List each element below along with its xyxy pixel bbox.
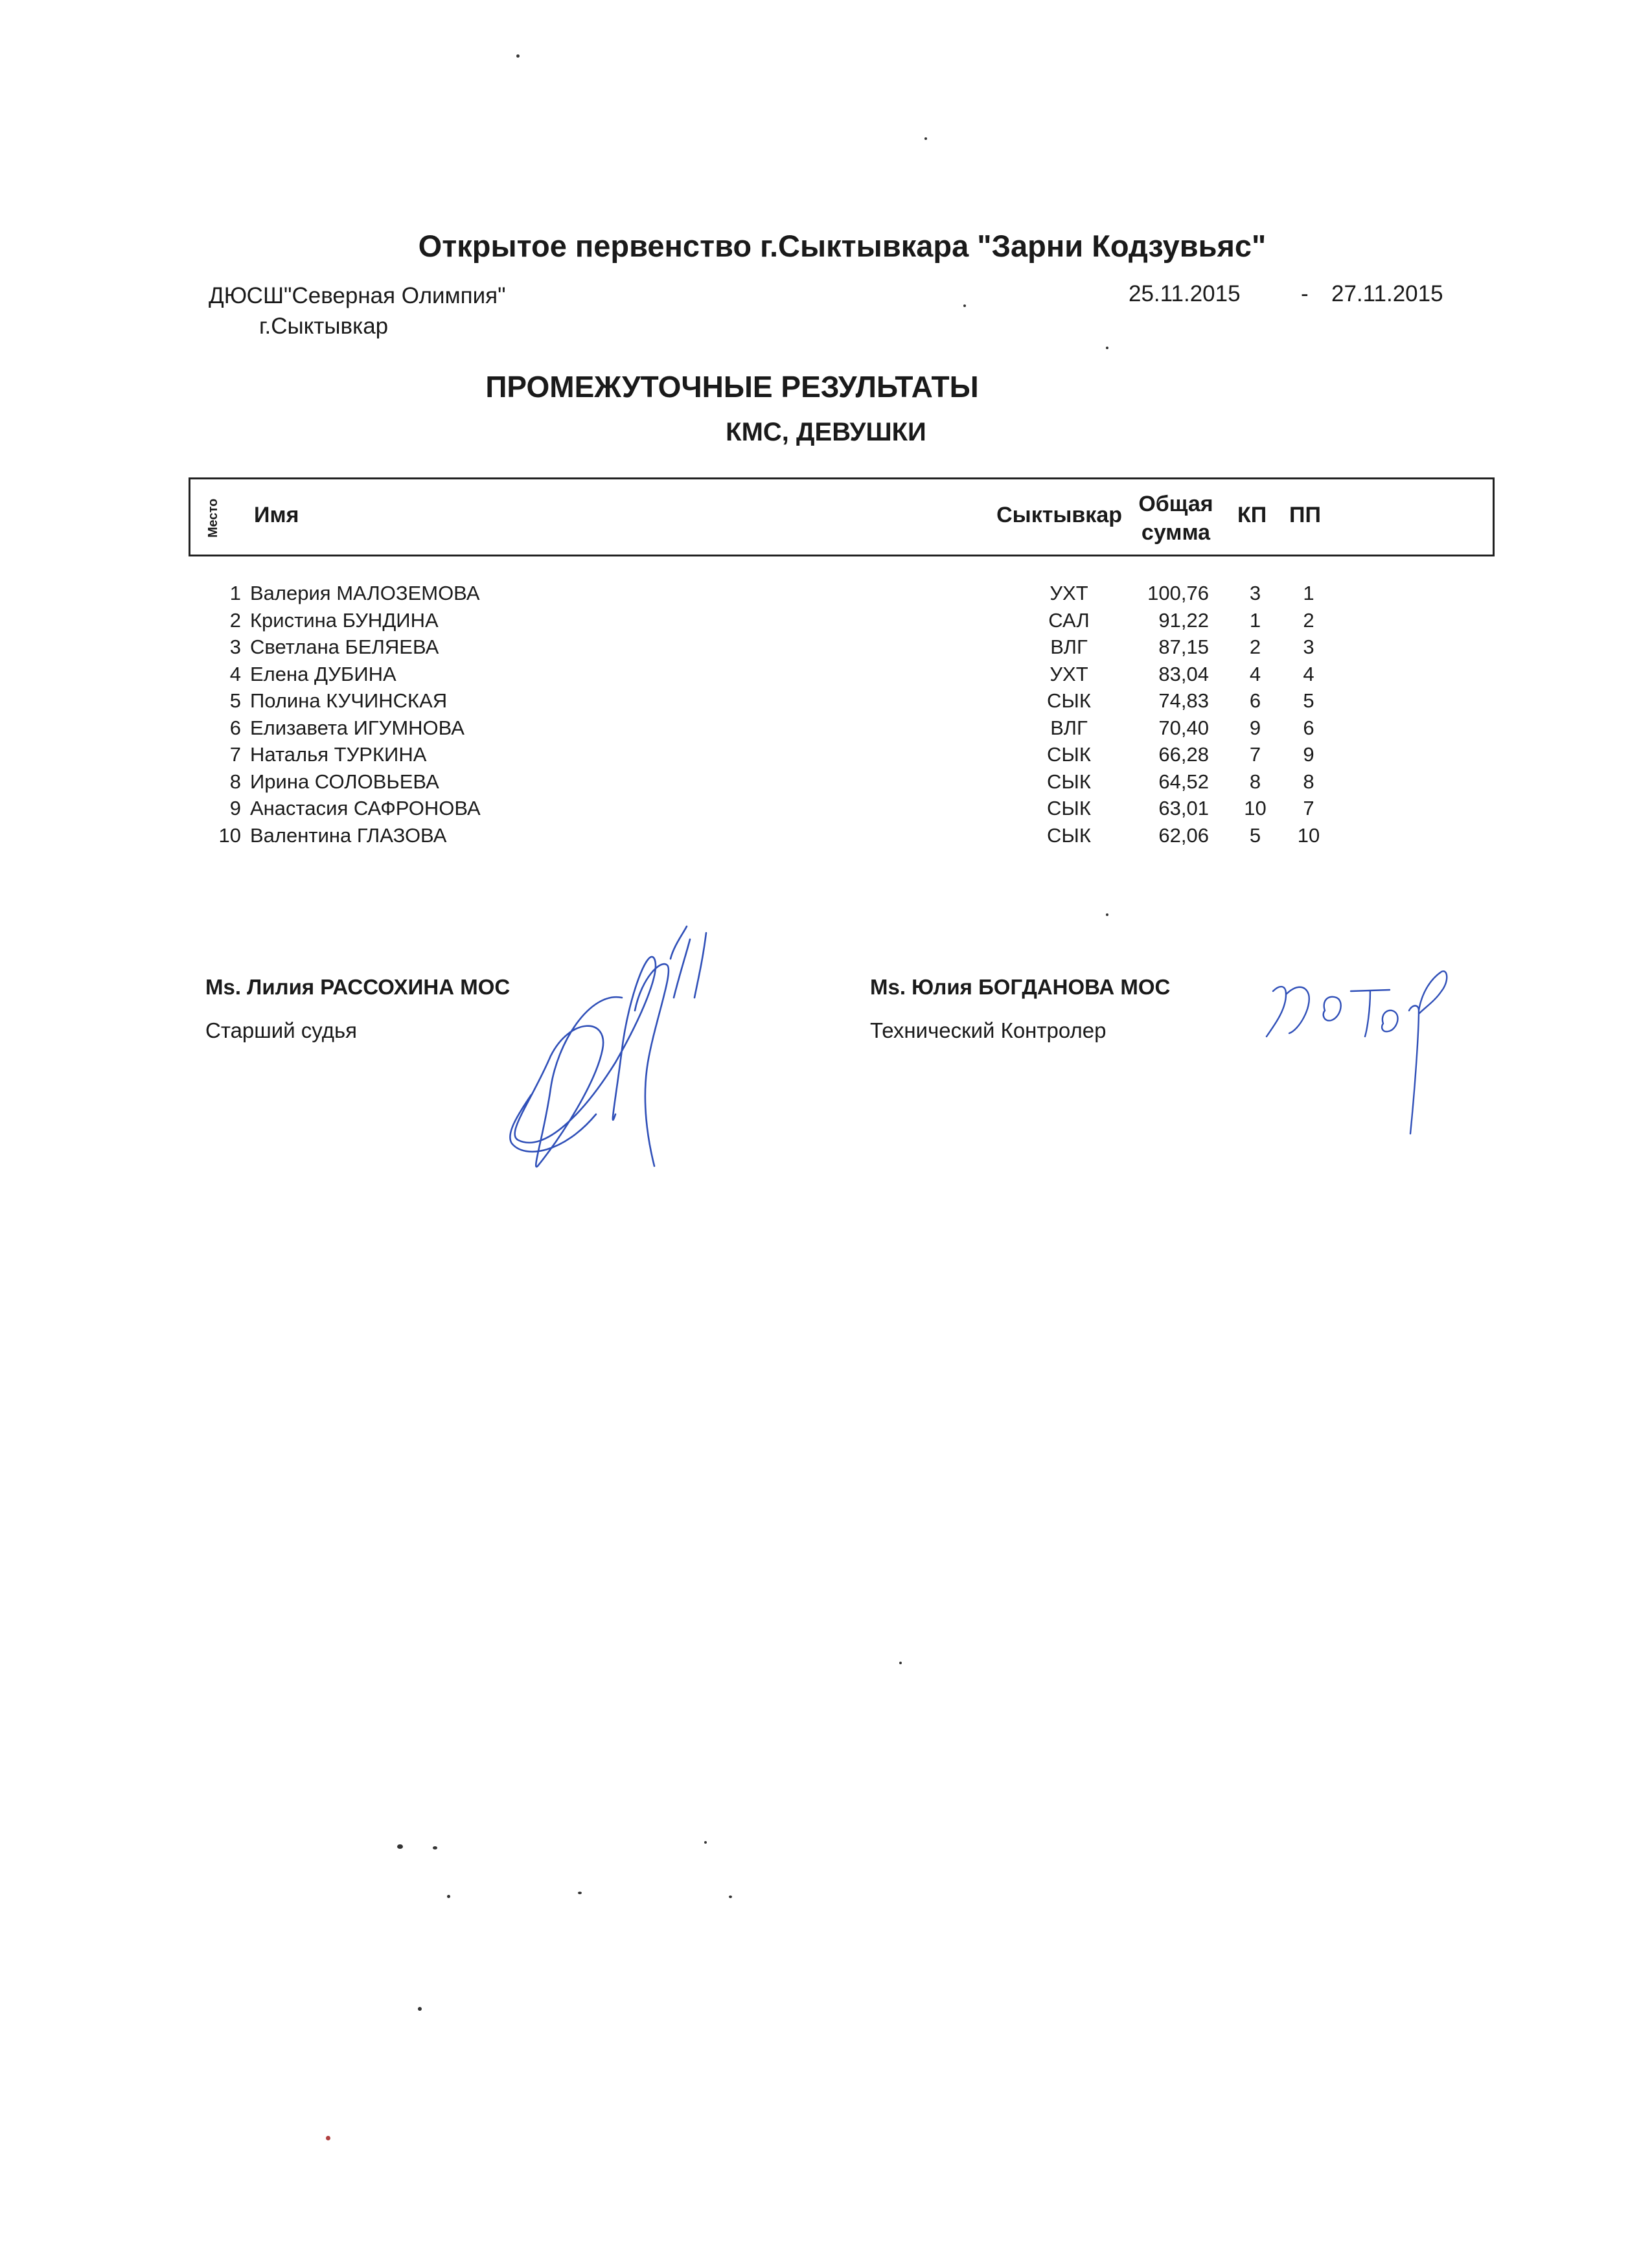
results-title: ПРОМЕЖУТОЧНЫЕ РЕЗУЛЬТАТЫ: [485, 370, 979, 404]
cell-kp: 5: [1249, 824, 1261, 847]
cell-place: 8: [229, 770, 241, 793]
cell-region: СЫК: [1047, 689, 1091, 712]
cell-pp: 1: [1303, 582, 1314, 604]
scan-speck: [326, 2136, 330, 2140]
date-start: 25.11.2015: [1129, 281, 1241, 306]
category-title: КМС, ДЕВУШКИ: [726, 418, 926, 446]
scan-speck: [397, 1844, 403, 1849]
cell-total: 91,22: [1158, 609, 1209, 632]
cell-name: Светлана БЕЛЯЕВА: [250, 636, 439, 658]
chief-judge-signature: [492, 920, 726, 1192]
cell-place: 3: [229, 636, 241, 658]
cell-place: 1: [229, 582, 241, 604]
cell-kp: 4: [1249, 663, 1261, 685]
header-total-line2: сумма: [1141, 520, 1211, 545]
cell-pp: 6: [1303, 716, 1314, 739]
cell-kp: 3: [1249, 582, 1261, 604]
cell-name: Валерия МАЛОЗЕМОВА: [250, 582, 480, 604]
cell-region: СЫК: [1047, 770, 1091, 793]
cell-place: 4: [229, 663, 241, 685]
cell-pp: 7: [1303, 797, 1314, 819]
cell-pp: 10: [1297, 824, 1320, 847]
cell-total: 66,28: [1158, 743, 1209, 766]
cell-total: 100,76: [1147, 582, 1209, 604]
cell-pp: 3: [1303, 636, 1314, 658]
scan-speck: [433, 1846, 437, 1850]
header-name: Имя: [254, 503, 299, 527]
cell-kp: 6: [1249, 689, 1261, 712]
cell-place: 2: [229, 609, 241, 632]
scan-speck: [1106, 347, 1108, 349]
signature-strokes: [1267, 971, 1447, 1134]
cell-total: 63,01: [1158, 797, 1209, 819]
scan-speck: [1106, 913, 1108, 916]
table-row: [0, 689, 1652, 716]
cell-region: СЫК: [1047, 743, 1091, 766]
cell-place: 9: [229, 797, 241, 819]
table-row: [0, 797, 1652, 823]
table-row: [0, 824, 1652, 851]
cell-kp: 9: [1249, 716, 1261, 739]
cell-name: Валентина ГЛАЗОВА: [250, 824, 447, 847]
cell-kp: 2: [1249, 636, 1261, 658]
cell-name: Елизавета ИГУМНОВА: [250, 716, 465, 739]
chief-judge-role: Старший судья: [205, 1018, 358, 1042]
cell-kp: 7: [1249, 743, 1261, 766]
scan-speck: [578, 1892, 582, 1894]
cell-name: Анастасия САФРОНОВА: [250, 797, 481, 819]
cell-place: 5: [229, 689, 241, 712]
table-row: [0, 716, 1652, 743]
organizer: ДЮСШ"Северная Олимпия": [209, 283, 506, 308]
cell-region: ВЛГ: [1050, 716, 1088, 739]
scan-speck: [516, 54, 520, 58]
cell-region: УХТ: [1050, 663, 1088, 685]
header-region: [996, 503, 1122, 528]
city: г.Сыктывкар: [259, 314, 389, 339]
header-region-label: Сыктывкар: [996, 503, 1122, 527]
table-row: [0, 609, 1652, 636]
cell-region: СЫК: [1047, 797, 1091, 819]
technical-controller-signature: [1260, 965, 1454, 1147]
cell-total: 62,06: [1158, 824, 1209, 847]
cell-total: 74,83: [1158, 689, 1209, 712]
cell-name: Елена ДУБИНА: [250, 663, 396, 685]
header-total: [1121, 490, 1231, 547]
table-row: [0, 770, 1652, 797]
header-kp: КП: [1237, 503, 1267, 527]
cell-total: 83,04: [1158, 663, 1209, 685]
technical-controller-role: Технический Контролер: [870, 1018, 1107, 1042]
date-separator: -: [1301, 281, 1309, 306]
cell-pp: 9: [1303, 743, 1314, 766]
scan-speck: [729, 1896, 732, 1898]
cell-region: ВЛГ: [1050, 636, 1088, 658]
cell-name: Кристина БУНДИНА: [250, 609, 439, 632]
cell-name: Полина КУЧИНСКАЯ: [250, 689, 448, 712]
cell-total: 64,52: [1158, 770, 1209, 793]
table-row: [0, 663, 1652, 689]
cell-place: 6: [229, 716, 241, 739]
cell-place: 10: [218, 824, 241, 847]
table-row: [0, 582, 1652, 608]
date-end: 27.11.2015: [1331, 281, 1443, 306]
cell-pp: 2: [1303, 609, 1314, 632]
signature-strokes: [510, 926, 706, 1167]
table-row: [0, 636, 1652, 662]
scan-speck: [899, 1662, 902, 1664]
cell-kp: 10: [1244, 797, 1267, 819]
header-place: Место: [206, 498, 220, 538]
cell-pp: 5: [1303, 689, 1314, 712]
scan-speck: [447, 1895, 450, 1898]
cell-region: УХТ: [1050, 582, 1088, 604]
scan-speck: [418, 2007, 422, 2011]
chief-judge-name: Ms. Лилия РАССОХИНА МОС: [205, 975, 511, 999]
cell-total: 70,40: [1158, 716, 1209, 739]
cell-name: Наталья ТУРКИНА: [250, 743, 427, 766]
scan-speck: [963, 304, 966, 307]
technical-controller-name: Ms. Юлия БОГДАНОВА МОС: [870, 975, 1171, 999]
competition-title: Открытое первенство г.Сыктывкара "Зарни Кодзувьяс": [418, 229, 1267, 263]
scan-speck: [924, 137, 927, 140]
header-total-line1: Общая: [1138, 492, 1213, 516]
cell-pp: 4: [1303, 663, 1314, 685]
cell-name: Ирина СОЛОВЬЕВА: [250, 770, 439, 793]
cell-pp: 8: [1303, 770, 1314, 793]
cell-place: 7: [229, 743, 241, 766]
scan-speck: [704, 1841, 707, 1844]
cell-region: СЫК: [1047, 824, 1091, 847]
cell-kp: 8: [1249, 770, 1261, 793]
cell-region: САЛ: [1048, 609, 1090, 632]
cell-kp: 1: [1249, 609, 1261, 632]
table-row: [0, 743, 1652, 770]
cell-total: 87,15: [1158, 636, 1209, 658]
header-pp: ПП: [1289, 503, 1321, 527]
